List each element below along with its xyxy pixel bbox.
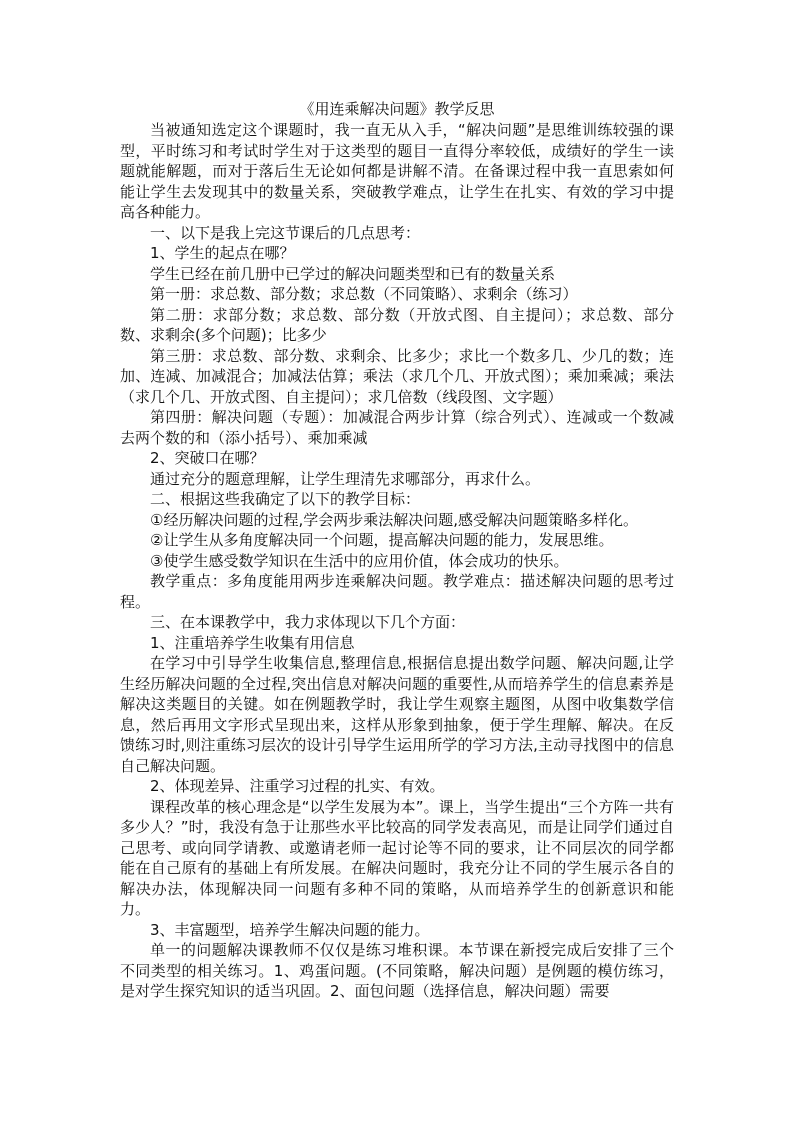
paragraph-breakthrough: 通过充分的题意理解，让学生理清先求哪部分，再求什么。 [150, 469, 541, 488]
paragraph-volume-1: 第一册：求总数、部分数；求总数（不同策略）、求剩余（练习） [150, 285, 578, 303]
heading-section-2: 二、根据这些我确定了以下的教学目标： [150, 490, 421, 508]
subheading-differences: 2、体现差异、注重学习过程的扎实、有效。 [150, 777, 445, 795]
heading-section-1: 一、以下是我上完这节课后的几点思考： [150, 223, 421, 242]
paragraph-volume-4: 第四册：解决问题（专题）：加减混合两步计算（综合列式）、连减或一个数减去两个数的和（添小括号）、乘加乘减 [120, 408, 674, 447]
goal-3: ③使学生感受数学知识在生活中的应用价值，体会成功的快乐。 [150, 551, 569, 570]
goal-1: ①经历解决问题的过程,学会两步乘法解决问题,感受解决问题策略多样化。 [150, 510, 638, 529]
paragraph-intro: 当被通知选定这个课题时，我一直无从入手，“解决问题”是思维训练较强的课型，平时练习和考试时学生对于这类型的题目一直得分率较低，成绩好的学生一读题就能解题，而对于落后生无论如何都是讲解不清。在备课过程中我一直思索如何能让学生去发现其中的数量关系，突破教学难点，让学生在扎实、有效的学习中提高各种能力。 [120, 121, 674, 221]
heading-section-3: 三、在本课教学中，我力求体现以下几个方面： [150, 613, 466, 631]
paragraph-collect-info: 在学习中引导学生收集信息,整理信息,根据信息提出数学问题、解决问题,让学生经历解决问题的全过程,突出信息对解决问题的重要性,从而培养学生的信息素养是解决这类题目的关键。如在例题教学时，我让学生观察主题图，从图中收集数学信息，然后再用文字形式呈现出来，这样从形象到抽象，便于学生理解、解决。在反馈练习时,则注重练习层次的设计引导学生运用所学的学习方法,主动寻找图中的信息自己解决问题。 [120, 654, 674, 775]
document-page [120, 98, 674, 1002]
paragraph-volume-3: 第三册：求总数、部分数、求剩余、比多少；求比一个数多几、少几的数；连加、连减、加减混合；加减法估算；乘法（求几个几、开放式图）；乘加乘减；乘法（求几个几、开放式图、自主提问）；求几倍数（线段图、文字题） [120, 346, 674, 406]
subheading-starting-point: 1、学生的起点在哪？ [150, 244, 295, 262]
paragraph-prior-knowledge: 学生已经在前几册中已学过的解决问题类型和已有的数量关系 [150, 264, 556, 283]
paragraph-question-types: 单一的问题解决课教师不仅仅是练习堆积课。本节课在新授完成后安排了三个不同类型的相关练习。1、鸡蛋问题。(不同策略，解决问题）是例题的模仿练习，是对学生探究知识的适当巩固。2、面包问题（选择信息，解决问题）需要 [120, 941, 674, 1000]
goal-2: ②让学生从多角度解决同一个问题，提高解决问题的能力，发展思维。 [150, 531, 614, 549]
paragraph-volume-2: 第二册：求部分数；求总数、部分数（开放式图、自主提问）；求总数、部分数、求剩余(多个问题)；比多少 [120, 305, 674, 344]
paragraph-differences: 课程改革的核心理念是“以学生发展为本”。课上，当学生提出“三个方阵一共有多少人？”时，我没有急于让那些水平比较高的同学发表高见，而是让同学们通过自己思考、或向同学请教、或邀请老师一起讨论等不同的要求，让不同层次的同学都能在自己原有的基础上有所发展。在解决问题时，我充分让不同的学生展示各自的解决办法，体现解决同一问题有多种不同的策略，从而培养学生的创新意识和能力。 [120, 797, 674, 918]
document-title: 《用连乘解决问题》教学反思 [299, 100, 495, 118]
paragraph-key-points: 教学重点：多角度能用两步连乘解决问题。教学难点：描述解决问题的思考过程。 [120, 572, 674, 611]
subheading-collect-info: 1、注重培养学生收集有用信息 [150, 633, 355, 652]
subheading-question-types: 3、丰富题型，培养学生解决问题的能力。 [150, 920, 430, 939]
subheading-breakthrough: 2、突破口在哪？ [150, 449, 265, 467]
